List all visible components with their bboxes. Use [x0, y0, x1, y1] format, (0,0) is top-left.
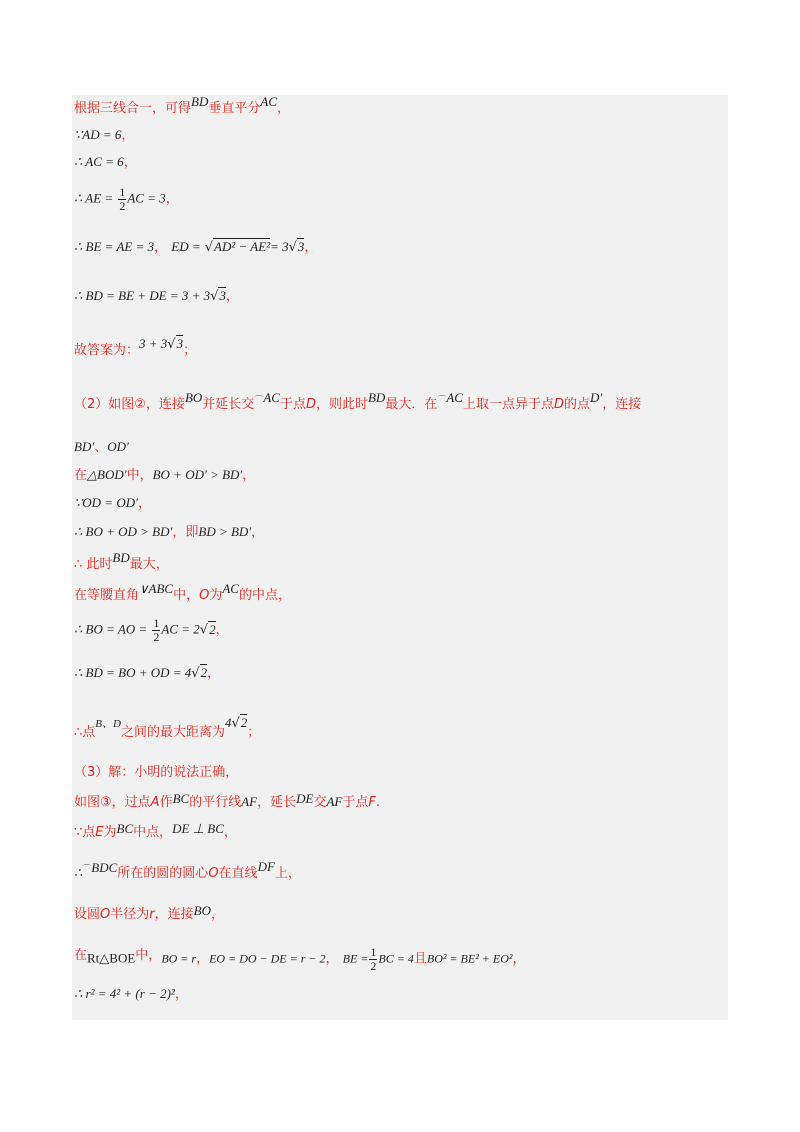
line-20: ∵点E为BC中点，DE ⊥ BC，: [74, 821, 237, 840]
fraction: $\frac{1}{2}$: [119, 185, 126, 213]
line-14: 在等腰直角∨ABC中，O为AC的中点，: [74, 581, 291, 603]
line-5: ∴ BE = AE = 3， ED = √AD² − AE²= 3√3，: [74, 239, 318, 255]
line-6: ∴ BD = BE + DE = 3 + 3√3，: [74, 288, 239, 304]
line-23: 在Rt△BOE中，BO = r，EO = DO − DE = r − 2， BE = $\frac{1}{2}$ BC = 4且BO² = BE² + EO²，: [74, 945, 526, 973]
line-4: ∴ AE = $\frac{1}{2}$ AC = 3，: [74, 185, 179, 213]
line-10: 在△BOD′中，BO + OD′ > BD′，: [74, 467, 256, 483]
line-11: ∵OD = OD′，: [74, 495, 151, 511]
line-12: ∴ BO + OD > BD′，即BD > BD′，: [74, 524, 265, 540]
line-17: ∴点$^{B、D}$之间的最大距离为4√2；: [74, 715, 261, 740]
line-24: ∴ r² = 4² + (r − 2)²，: [74, 986, 188, 1002]
line-3: ∴ AC = 6，: [74, 154, 137, 170]
line-16: ∴ BD = BO + OD = 4√2，: [74, 665, 221, 681]
line-9: BD′、OD′: [74, 439, 129, 455]
solution-panel: [72, 95, 728, 1020]
line-22: 设圆O半径为r，连接BO，: [74, 903, 224, 922]
fraction: $\frac{1}{2}$: [370, 945, 377, 973]
line-8: （2）如图②，连接BO并延长交⌒AC于点D，则此时BD最大．在⌒AC上取一点异于点D的点D′，连接: [74, 390, 642, 412]
line-2: ∵AD = 6，: [74, 127, 135, 143]
line-15: ∴ BO = AO = $\frac{1}{2}$ AC = 2√2，: [74, 616, 229, 644]
line-1: 根据三线合一，可得BD垂直平分AC，: [74, 94, 291, 116]
line-13: ∴ 此时BD最大，: [74, 550, 169, 572]
fraction: $\frac{1}{2}$: [153, 616, 160, 644]
line-7: 故答案为：3 + 3√3；: [74, 336, 197, 358]
line-21: ∴⌒BDC所在的圆的圆心O在直线DF上，: [74, 859, 301, 881]
line-19: 如图③，过点A作BC的平行线AF，延长DE交AF于点F.: [74, 791, 381, 810]
line-18: （3）解：小明的说法正确，: [74, 765, 239, 780]
